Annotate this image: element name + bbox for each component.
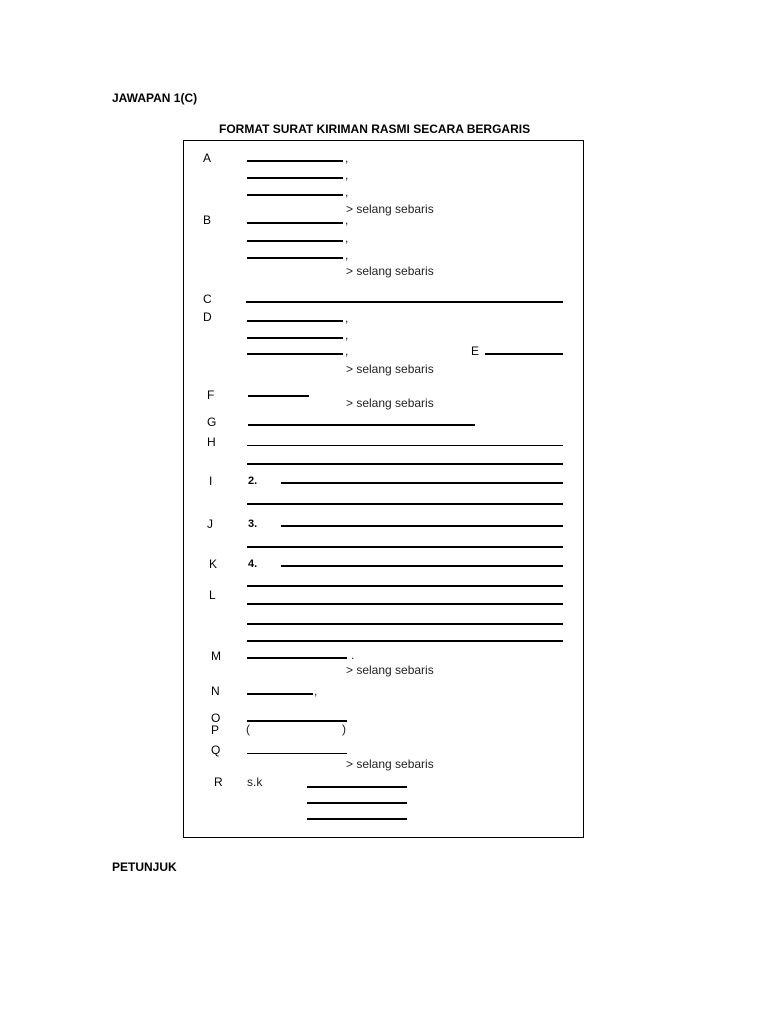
line-c <box>246 301 563 303</box>
paren-open: ( <box>246 722 250 736</box>
line-d-1 <box>247 320 343 322</box>
label-g: G <box>207 415 217 429</box>
label-i: I <box>209 474 213 488</box>
spacing-note: > selang sebaris <box>346 396 434 410</box>
line-n <box>247 693 313 695</box>
comma: , <box>345 185 349 199</box>
comma: , <box>314 684 318 698</box>
line-sk-1 <box>307 786 407 788</box>
line-h-2 <box>247 463 563 465</box>
line-j-2 <box>247 546 563 548</box>
label-r: R <box>214 775 223 789</box>
label-l: L <box>209 588 216 602</box>
comma: , <box>345 344 349 358</box>
sender-address-line-1 <box>247 160 343 162</box>
answer-title: JAWAPAN 1(C) <box>112 91 198 105</box>
line-m <box>247 657 347 659</box>
period: . <box>351 648 355 662</box>
line-h-1 <box>247 445 563 446</box>
label-e: E <box>471 344 480 358</box>
spacing-note: > selang sebaris <box>346 264 434 278</box>
spacing-note: > selang sebaris <box>346 202 434 216</box>
line-sk-3 <box>307 818 407 820</box>
recipient-address-line-1 <box>247 222 343 224</box>
recipient-address-line-2 <box>247 240 343 242</box>
spacing-note: > selang sebaris <box>346 362 434 376</box>
line-i-2 <box>247 503 563 505</box>
hint-title: PETUNJUK <box>112 860 177 874</box>
letter-format-frame <box>183 140 584 838</box>
comma: , <box>345 311 349 325</box>
label-q: Q <box>211 743 221 757</box>
label-j: J <box>207 517 213 531</box>
recipient-address-line-3 <box>247 257 343 259</box>
line-l-1 <box>247 585 563 587</box>
para-number-4: 4. <box>248 558 258 570</box>
line-o <box>247 720 347 722</box>
line-j-1 <box>281 525 563 527</box>
spacing-note: > selang sebaris <box>346 757 434 771</box>
label-c: C <box>203 292 212 306</box>
label-b: B <box>203 213 212 227</box>
spacing-note: > selang sebaris <box>346 663 434 677</box>
line-e <box>485 353 563 355</box>
sender-address-line-3 <box>247 194 343 196</box>
label-o: O <box>211 711 221 725</box>
label-f: F <box>207 388 215 402</box>
line-g <box>248 424 475 426</box>
para-number-2: 2. <box>248 475 258 487</box>
label-p: P <box>211 723 220 737</box>
line-q <box>247 753 347 754</box>
label-a: A <box>203 151 212 165</box>
label-n: N <box>211 684 220 698</box>
comma: , <box>345 328 349 342</box>
comma: , <box>345 213 349 227</box>
paren-close: ) <box>342 722 346 736</box>
line-d-2 <box>247 337 343 339</box>
line-sk-2 <box>307 802 407 804</box>
line-l-3 <box>247 623 563 625</box>
line-k-1 <box>281 565 563 567</box>
label-m: M <box>211 649 221 663</box>
comma: , <box>345 151 349 165</box>
label-h: H <box>207 435 216 449</box>
label-k: K <box>209 557 218 571</box>
comma: , <box>345 168 349 182</box>
line-l-4 <box>247 640 563 642</box>
sender-address-line-2 <box>247 177 343 179</box>
form-title: FORMAT SURAT KIRIMAN RASMI SECARA BERGARIS <box>219 122 531 136</box>
line-i-1 <box>281 482 563 484</box>
sk-label: s.k <box>247 775 263 789</box>
line-l-2 <box>247 603 563 605</box>
line-d-3 <box>247 353 343 355</box>
para-number-3: 3. <box>248 518 258 530</box>
comma: , <box>345 248 349 262</box>
line-f <box>248 395 309 397</box>
comma: , <box>345 231 349 245</box>
label-d: D <box>203 310 212 324</box>
